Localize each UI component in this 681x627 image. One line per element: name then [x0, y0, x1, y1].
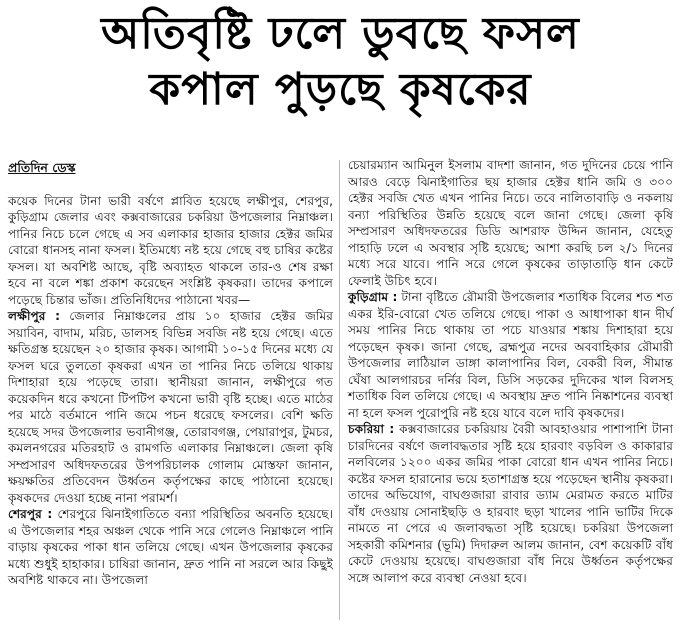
sherpur-paragraph — [8, 506, 333, 589]
chakaria-text: কক্সবাজারের চকরিয়ায় বৈরী আবহাওয়ার পাশাপাশি টানা চারদিনের বর্ষণে জলাবদ্ধতার সৃষ্টি হয়ে হারবাং বড়বিল ও কাকারার নলবিলের ১২০০ একর জমির পাকা বোরো ধান এখন পানির নিচে। কষ্টের ফসল হারানোর ভয়ে হতাশাগ্রস্ত হয়ে পড়েছেন স্থানীয় কৃষকরা। তাদের অভিযোগ, বাঘগুজারা রাবার ড্যাম মেরামত করতে মাটির বাঁধ দেওয়ায় সোনাইছড়ি ও হারবাং ছড়া খালের পানি ভাটির দিকে নামতে না পেরে এ জলাবদ্ধতা সৃষ্টি হয়েছে। চকরিয়া উপজেলা সহকারী কমিশনার (ভূমি) দিদারুল আলম জানান, বেশ কয়েকটি বাঁধ কেটে দেওয়ায় হয়েছে। বাঘগুজারা বাঁধ নিয়ে উর্ধ্বতন কর্তৃপক্ষের সঙ্গে আলাপ করে ব্যবস্থা নেওয়া হবে। — [348, 422, 673, 585]
right-column — [348, 157, 673, 586]
byline: প্রতিদিন ডেস্ক — [8, 160, 76, 175]
chakaria-paragraph — [348, 421, 673, 586]
subhead-lakshmipur: লক্ষীপুর : — [8, 309, 61, 323]
sherpur-continued-paragraph: চেয়ারম্যান আমিনুল ইসলাম বাদশা জানান, গত দুদিনের চেয়ে পানি আরও বেড়ে ঝিনাইগাতির ছয় হাজার হেক্টর ধানি জমি ও ৩০০ হেক্টর সবজি খেত এখন পানির নিচে। তবে নালিতাবাড়ি ও নকলায় বন্যা পরিস্থিতির উন্নতি হয়েছে বলে জানা গেছে। জেলা কৃষি সম্প্রসারণ অধিদফতরের ডিডি আশরাফ উদ্দিন জানান, যেহেতু পাহাড়ি ঢলে এ অবস্থার সৃষ্টি হয়েছে; আশা করছি চল ২/১ দিনের মধ্যে সরে যাবে। পানি সরে গেলে কৃষকের তাড়াতাড়ি ধান কেটে ফেলাই উচিৎ হবে। — [348, 158, 673, 288]
subhead-kurigram: কুড়িগ্রাম : — [348, 290, 398, 304]
kurigram-text: টানা বৃষ্টিতে রৌমারী উপজেলার শতাধিক বিলের শত শত একর ইরি-বোরো খেত তলিয়ে গেছে। পাকা ও আধাপাকা ধান দীর্ঘ সময় পানির নিচে থাকায় তা পচে যাওয়ার শঙ্কায় দিশাহারা হয়ে পড়েছেন কৃষক। জানা গেছে, ব্রহ্মপুত্র নদের অববাহিকার রৌমারী উপজেলার লাঠিয়াল ডাঙ্গা কালাপানির বিল, বেকরী বিল, সীমান্ত ঘেঁষা আলগারচর দর্নির বিল, ডিসি সড়কের দুদিকের খাল বিলসহ শতাধিক বিল তলিয়ে গেছে। এ অবস্থায় দ্রুত পানি নিষ্কাশনের ব্যবস্থা না হলে ফসল পুরোপুরি নষ্ট হয়ে যাবে বলে দাবি কৃষকদের। — [348, 290, 673, 420]
intro-paragraph: কয়েক দিনের টানা ভারী বর্ষণে প্লাবিত হয়েছে লক্ষীপুর, শেরপুর, কুড়িগ্রাম জেলার এবং কক্সবাজারের চকরিয়া উপজেলার নিম্নাঞ্চল। পানির নিচে চলে গেছে এ সব এলাকার হাজার হাজার হেক্টর জমির বোরো ধানসহ নানা ফসল। ইতিমধ্যে নষ্ট হয়ে গেছে বহু চাষির কষ্টের ফসল। যা অবশিষ্ট আছে, বৃষ্টি অব্যাহত থাকলে তার-ও শেষ রক্ষা হবে না বলে শঙ্কা প্রকাশ করেছেন সংশ্লিষ্ট কৃষকরা। তাদের কপালে পড়েছে চিন্তার ভাঁজ। প্রতিনিধিদের পাঠানো খবর— — [8, 193, 333, 307]
column-divider — [339, 160, 340, 620]
lakshmipur-text: জেলার নিম্নাঞ্চলের প্রায় ১০ হাজার হেক্টর জমির সয়াবিন, বাদাম, মরিচ, ডালসহ বিভিন্ন সবজি নষ্ট হয়ে গেছে। এতে ক্ষতিগ্রস্ত হয়েছেন ২০ হাজার কৃষক। আগামী ১০-১৫ দিনের মধ্যে যে ফসল ঘরে তুলতো কৃষকরা এখন তা পানির নিচে তলিয়ে থাকায় দিশাহারা হয়ে পড়েছে তারা। স্থানীয়রা জানান, লক্ষীপুরে গত কয়েকদিন ধরে কখনো টিপটিপ কখনো ভারী বৃষ্টি হচ্ছে। এতে মাঠের পর মাঠে বর্তমানে পানি জমে পচন ধরেছে ফসলের। বেশি ক্ষতি হয়েছে সদর উপজেলার ভবানীগঞ্জ, তোরাবগঞ্জ, পেয়ারাপুর, টুমচর, কমলনগরের মতিরহাট ও রামগতি এলাকার নিম্নাঞ্চলে। জেলা কৃষি সম্প্রসারণ অধিদফতরের উপপরিচালক গোলাম মোস্তফা জানান, ক্ষয়ক্ষতির প্রতিবেদন উর্ধ্বতন কর্তৃপক্ষের কাছে পাঠানো হয়েছে। কৃষকদের দেওয়া হচ্ছে নানা পরামর্শ। — [8, 309, 333, 505]
subhead-sherpur: শেরপুর : — [8, 507, 53, 521]
sherpur-text: শেরপুরে ঝিনাইগাতিতে বন্যা পরিস্থিতির অবনতি হয়েছে। এ উপজেলার শহর অঞ্চল থেকে পানি সরে গেলেও নিম্নাঞ্চলে পানি বাড়ায় কৃষকের পাকা ধান তলিয়ে গেছে। এখন উপজেলার কৃষকের মধ্যে শুধুই হাহাকার। চাষিরা জানান, দ্রুত পানি না সরলে আর কিছুই অবশিষ্ট থাকবে না। উপজেলা — [8, 507, 333, 587]
kurigram-paragraph — [348, 289, 673, 421]
left-column — [8, 160, 333, 589]
subhead-chakaria: চকরিয়া : — [348, 422, 395, 436]
headline-line-1: অতিবৃষ্টি ঢলে ডুবছে ফসল — [101, 8, 580, 59]
headline-line-2: কপাল পুড়ছে কৃষকের — [149, 64, 532, 115]
headline — [0, 6, 681, 118]
lakshmipur-paragraph — [8, 308, 333, 506]
